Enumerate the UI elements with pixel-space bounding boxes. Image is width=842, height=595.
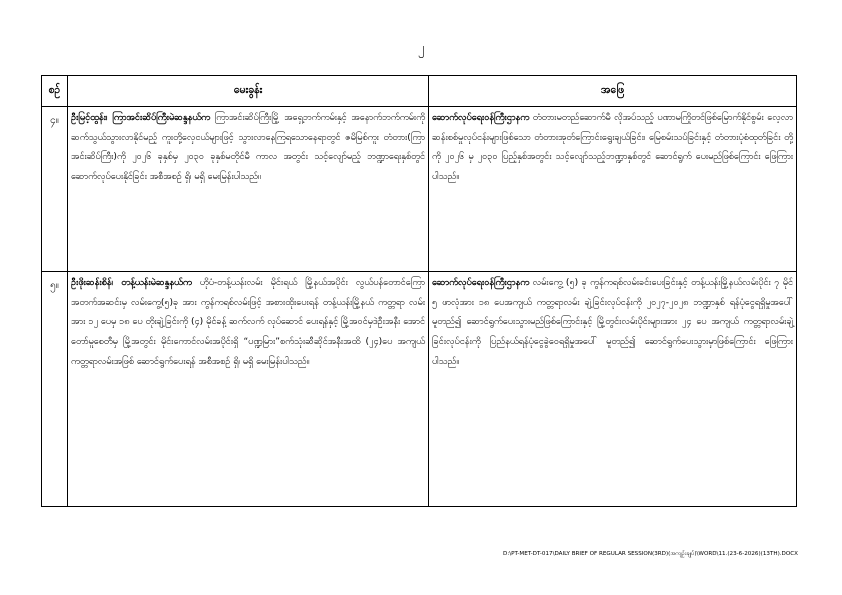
table-row (42, 107, 797, 272)
table-row (42, 272, 797, 507)
qa-table (41, 75, 797, 507)
answer-speaker: ဆောက်လုပ်ရေးဝန်ကြီးဌာနက (432, 113, 530, 123)
question-cell (68, 272, 429, 507)
question-speaker: ဦးဖိုးဆန်းစိန်၊ တန့်ယန်းမဲဆန္ဒနယ်က (71, 278, 192, 288)
question-cell (68, 107, 429, 272)
footer-file-path: D:\PT-MET-DT-017\DAILY BRIEF OF REGULAR SESSION(3RD)(အကျဉ်းချုပ်)\WORD\11.(23-6-2026)(13TH).DOCX (503, 551, 798, 557)
page-number: ၂ (417, 41, 425, 56)
row-serial-no: ၄။ (42, 107, 68, 272)
header-question: မေးခွန်း (68, 76, 429, 107)
answer-cell (429, 107, 797, 272)
answer-speaker: ဆောက်လုပ်ရေးဝန်ကြီးဌာနက (432, 278, 530, 288)
row-serial-no: ၅။ (42, 272, 68, 507)
question-text: ဟိုပံ-တန့်ယန်းလမ်း မိုင်းရယ် မြို့နယ်အပိုင်း လွယ်ပန်တောင်ကြောအတက်အဆင်းမှ လမ်းကွေ့(၅)ခု အား ကွန်ကရစ်လမ်းဖြင့် အစားထိုးပေးရန် တန့်ယန်းမြို့နယ် ကတ္တရာ လမ်းအား ၁၂ ပေမှ ၁၈ ပေ တိုးချဲ့ခြင်းကို (၄) မိုင်ခန့် ဆက်လက် လုပ်ဆောင် ပေးရန်နှင့် မြို့အဝင်မှဒဲဦးအနီး အောင်တော်မူစေတီမှ မြို့အတွင်း မိုင်းကောင်လမ်းအပိုင်းရှိ “ပဏ္ဍမြား”စက်သုံးဆီဆိုင်အနီးအထိ (၂၄)ပေ အကျယ် ကတ္တရာလမ်းအဖြစ် ဆောင်ရွက်ပေးရန် အစီအစဉ် ရှိ၊ မရှိ မေးမြန်းပါသည်။ (71, 278, 425, 367)
question-speaker: ဦးမြင့်ထွန်း၊ ကြာအင်းဆိပ်ကြီးမဲဆန္ဒနယ်က (71, 113, 211, 123)
answer-text: တံတားမတည်ဆောက်မီ လိုအပ်သည့် ပဏာမကြိုတင်ဖြစ်မြောက်နိုင်စွမ်း လေ့လာဆန်းစစ်မှုလုပ်ငန်းများဖြစ်သော တံတားအုတ်ကြောင်းရွေးချယ်ခြင်း၊ မြေစမ်းသပ်ခြင်းနှင့် တံတားပုံစံထုတ်ခြင်း တို့ကို ၂၀၂၆ မှ ၂၀၃၀ ပြည့်နှစ်အတွင်း သင့်လျော်သည့်ဘဏ္ဍာနှစ်တွင် ဆောင်ရွက် ပေးမည်ဖြစ်ကြောင်း ဖြေကြားပါသည်။ (432, 113, 793, 183)
answer-cell (429, 272, 797, 507)
header-answer: အဖြေ (429, 76, 797, 107)
header-serial-no: စဉ် (42, 76, 68, 107)
question-text: ကြာအင်းဆိပ်ကြီးမြို့ အရှေ့ဘက်ကမ်းနှင့် အနောက်ဘက်ကမ်းကို ဆက်သွယ်သွားလာနိုင်မည့် ကူးတို့လှေငယ်များဖြင့် သွားလာနေကြရသောနေရာတွင် ဇမိမြစ်ကူး တံတား(ကြာအင်းဆိပ်ကြီး)ကို ၂၀၂၆ ခုနှစ်မှ ၂၀၃၀ ခုနှစ်မတိုင်မီ ကာလ အတွင်း သင့်လျော်မည့် ဘဏ္ဍာရေးနှစ်တွင် ဆောက်လုပ်ပေးနိုင်ခြင်း အစီအစဉ် ရှိ၊ မရှိ မေးမြန်းပါသည်။ (71, 113, 425, 183)
table-header-row (42, 76, 797, 107)
answer-text: လမ်းကွေ့ (၅) ခု ကွန်ကရစ်လမ်းခင်းပေးခြင်းနှင့် တန့်ယန်းမြို့နယ်လမ်းပိုင်း ၇ မိုင် ၅ ဖာလုံအား ၁၈ ပေအကျယ် ကတ္တရာလမ်း ချဲ့ခြင်းလုပ်ငန်းကို ၂၀၂၇-၂၀၂၈ ဘဏ္ဍာနှစ် ရန်ပုံငွေရရှိမှုအပေါ် မူတည်၍ ဆောင်ရွက်ပေးသွားမည်ဖြစ်ကြောင်းနှင့် မြို့တွင်းလမ်းပိုင်းများအား ၂၄ ပေ အကျယ် ကတ္တရာလမ်းချဲ့ခြင်းလုပ်ငန်းကို ပြည်နယ်ရန်ပုံငွေခွဲဝေရရှိမှုအပေါ် မူတည်၍ ဆောင်ရွက်ပေးသွားမှာဖြစ်ကြောင်း ဖြေကြားပါသည်။ (432, 278, 793, 367)
